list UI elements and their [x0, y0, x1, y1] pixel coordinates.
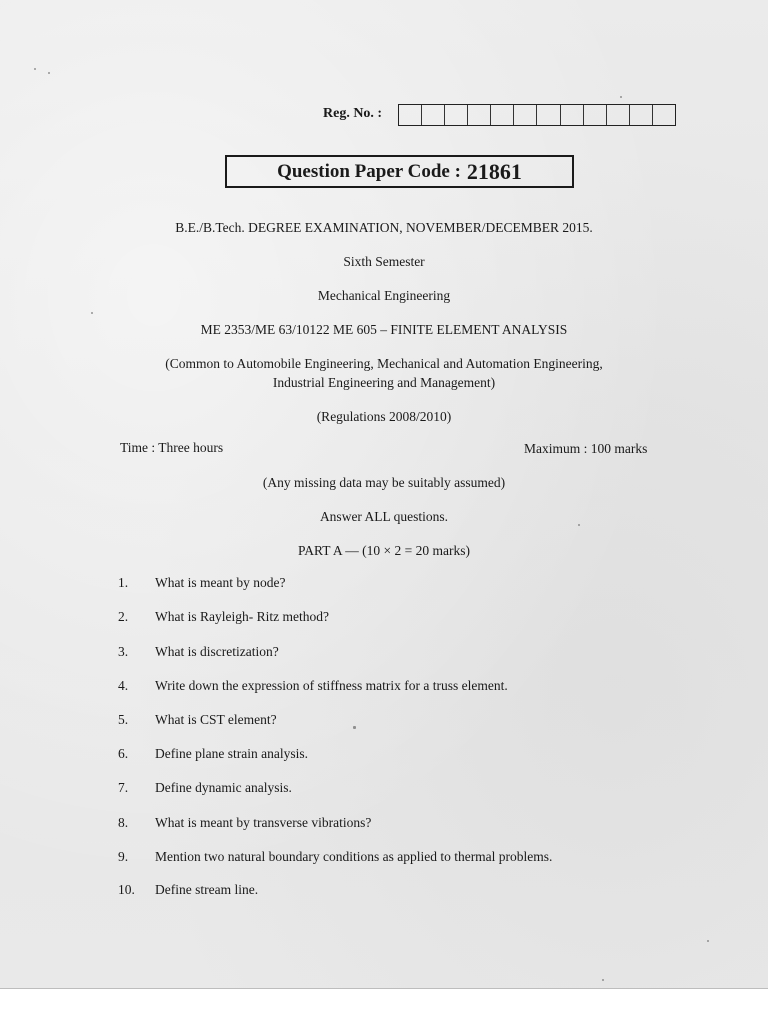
- question-item: [118, 712, 718, 728]
- reg-no-digit-box: [445, 105, 468, 125]
- question-number: 9.: [118, 849, 129, 864]
- question-number: 2.: [118, 609, 129, 624]
- question-number: 4.: [118, 678, 129, 693]
- question-item: [118, 746, 718, 762]
- speck: [707, 940, 709, 942]
- exam-title: B.E./B.Tech. DEGREE EXAMINATION, NOVEMBER/DECEMBER 2015.: [175, 220, 593, 235]
- question-number: 5.: [118, 712, 129, 727]
- reg-no-digit-box: [607, 105, 630, 125]
- question-paper-code-box: [225, 155, 574, 188]
- missing-data-note: (Any missing data may be suitably assumed): [262, 475, 506, 490]
- question-item: [118, 575, 718, 591]
- part-a-heading: PART A — (10 × 2 = 20 marks): [298, 543, 470, 558]
- reg-no-digit-box: [537, 105, 560, 125]
- answer-instruction: Answer ALL questions.: [319, 509, 449, 524]
- speck: [620, 96, 622, 98]
- reg-no-label: Reg. No. :: [323, 106, 383, 121]
- semester-line: Sixth Semester: [343, 254, 425, 269]
- common-to-line-2: Industrial Engineering and Management): [272, 375, 496, 390]
- time-allowed: Time : Three hours: [120, 440, 224, 455]
- question-text: Define stream line.: [155, 882, 259, 897]
- question-paper-code-value: 21861: [466, 158, 522, 184]
- question-item: [118, 780, 718, 796]
- reg-no-digit-box: [514, 105, 537, 125]
- speck: [578, 524, 580, 526]
- question-text: What is CST element?: [155, 712, 277, 727]
- reg-no-digit-box: [630, 105, 653, 125]
- common-to-line-1: (Common to Automobile Engineering, Mechanical and Automation Engineering,: [165, 356, 603, 371]
- question-number: 8.: [118, 815, 129, 830]
- regulations-line: (Regulations 2008/2010): [316, 409, 452, 424]
- question-text: Write down the expression of stiffness matrix for a truss element.: [155, 678, 508, 693]
- question-number: 10.: [118, 882, 135, 897]
- reg-no-digit-box: [399, 105, 422, 125]
- speck: [91, 312, 93, 314]
- question-number: 3.: [118, 644, 129, 659]
- question-paper-code-label: Question Paper Code :: [277, 160, 461, 182]
- question-text: What is meant by transverse vibrations?: [155, 815, 372, 830]
- question-item: [118, 609, 718, 625]
- question-text: What is discretization?: [155, 644, 279, 659]
- question-item: [118, 849, 718, 865]
- question-item: [118, 882, 718, 898]
- reg-no-digit-box: [422, 105, 445, 125]
- question-number: 1.: [118, 575, 129, 590]
- speck: [48, 72, 50, 74]
- maximum-marks: Maximum : 100 marks: [524, 441, 648, 456]
- question-item: [118, 644, 718, 660]
- reg-no-boxes: [398, 104, 676, 126]
- reg-no-digit-box: [584, 105, 607, 125]
- question-item: [118, 815, 718, 831]
- reg-no-digit-box: [653, 105, 675, 125]
- speck: [602, 979, 604, 981]
- question-text: What is Rayleigh- Ritz method?: [155, 609, 329, 624]
- reg-no-digit-box: [468, 105, 491, 125]
- speck: [353, 726, 356, 729]
- reg-no-digit-box: [491, 105, 514, 125]
- question-text: Mention two natural boundary conditions as applied to thermal problems.: [155, 849, 553, 864]
- subject-line: ME 2353/ME 63/10122 ME 605 – FINITE ELEMENT ANALYSIS: [200, 322, 568, 337]
- question-number: 7.: [118, 780, 129, 795]
- question-item: [118, 678, 718, 694]
- question-text: Define dynamic analysis.: [155, 780, 292, 795]
- question-text: Define plane strain analysis.: [155, 746, 308, 761]
- question-number: 6.: [118, 746, 129, 761]
- speck: [34, 68, 36, 70]
- reg-no-digit-box: [561, 105, 584, 125]
- question-text: What is meant by node?: [155, 575, 286, 590]
- department-line: Mechanical Engineering: [317, 288, 451, 303]
